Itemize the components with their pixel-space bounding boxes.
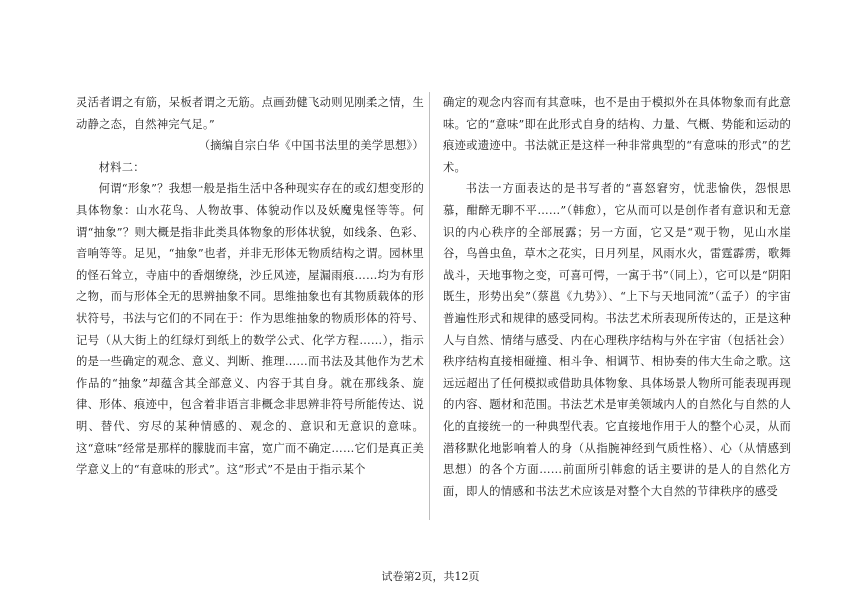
right-column [443,92,791,502]
paragraph-calligraphy-expression: 书法一方面表达的是书写者的“喜怒窘穷，忧悲愉佚，怨恨思慕，酣醉无聊不平……”（韩愈），它从而可以是创作者有意识和无意识的内心秩序的全部展露；另一方面，它又是“观于物，见山水崖谷，鸟兽虫鱼，草木之花实，日月列星，风雨水火，雷霆霹雳，歌舞战斗，天地事物之变，可喜可愕，一寓于书”（同上），它可以是“阴阳既生，形势出矣”（蔡邕《九势》）、“上下与天地同流”（孟子）的宇宙普遍性形式和规律的感受同构。书法艺术所表现所传达的，正是这种人与自然、情绪与感受、内在心理秩序结构与外在宇宙（包括社会）秩序结构直接相碰撞、相斗争、相调节、相协奏的伟大生命之歌。这远远超出了任何模拟或借助具体物象、具体场景人物所可能表现再现的内容、题材和范围。书法艺术是审美领域内人的自然化与自然的人化的直接统一的一种典型代表。它直接地作用于人的整个心灵，从而潜移默化地影响着人的身（从指腕神经到气质性格）、心（从情感到思想）的各个方面……前面所引韩愈的话主要讲的是人的自然化方面，即人的情感和书法艺术应该是对整个大自然的节律秩序的感受 [443,182,791,498]
left-column [76,92,424,481]
paragraph-form-and-abstraction: 何谓“形象”？我想一般是指生活中各种现实存在的或幻想变形的具体物象：山水花鸟、人物故事、体貌动作以及妖魔鬼怪等等。何谓“抽象”？则大概是指非此类具体物象的形体状貌，如线条、色彩、音响等等。足见，“抽象”也者，并非无形体无物质结构之谓。园林里的怪石耸立，寺庙中的香烟缭绕，沙丘风迹，屋漏雨痕……均为有形之物，而与形体全无的思辨抽象不同。思维抽象也有其物质载体的形状符号，书法与它们的不同在于：作为思维抽象的物质形体的符号、记号（从大街上的红绿灯到纸上的数学公式、化学方程……），指示的是一些确定的观念、意义、判断、推理……而书法及其他作为艺术作品的“抽象”却蕴含其全部意义、内容于其自身。就在那线条、旋律、形体、痕迹中，包含着非语言非概念非思辨非符号所能传达、说明、替代、穷尽的某种情感的、观念的、意识和无意识的意味。这“意味”经常是那样的朦胧而丰富，宽广而不确定……它们是真正美学意义上的“有意味的形式”。这“形式”不是由于指示某个 [76,182,424,477]
section-heading-material-two: 材料二： [98,160,145,174]
paragraph-continuation: 灵活者谓之有筋，呆板者谓之无筋。点画劲健飞动则见刚柔之情，生动静之态，自然神完气足。” [76,96,424,131]
paragraph-significant-form: 确定的观念内容而有其意味，也不是由于模拟外在具体物象而有此意味。它的“意味”即在此形式自身的结构、力量、气概、势能和运动的痕迹或遗迹中。书法就正是这样一种非常典型的“有意味的形式”的艺术。 [443,96,791,174]
source-citation: （摘编自宗白华《中国书法里的美学思想》） [198,139,424,153]
column-divider [429,92,430,520]
page-footer: 试卷第2页，共12页 [381,570,480,583]
